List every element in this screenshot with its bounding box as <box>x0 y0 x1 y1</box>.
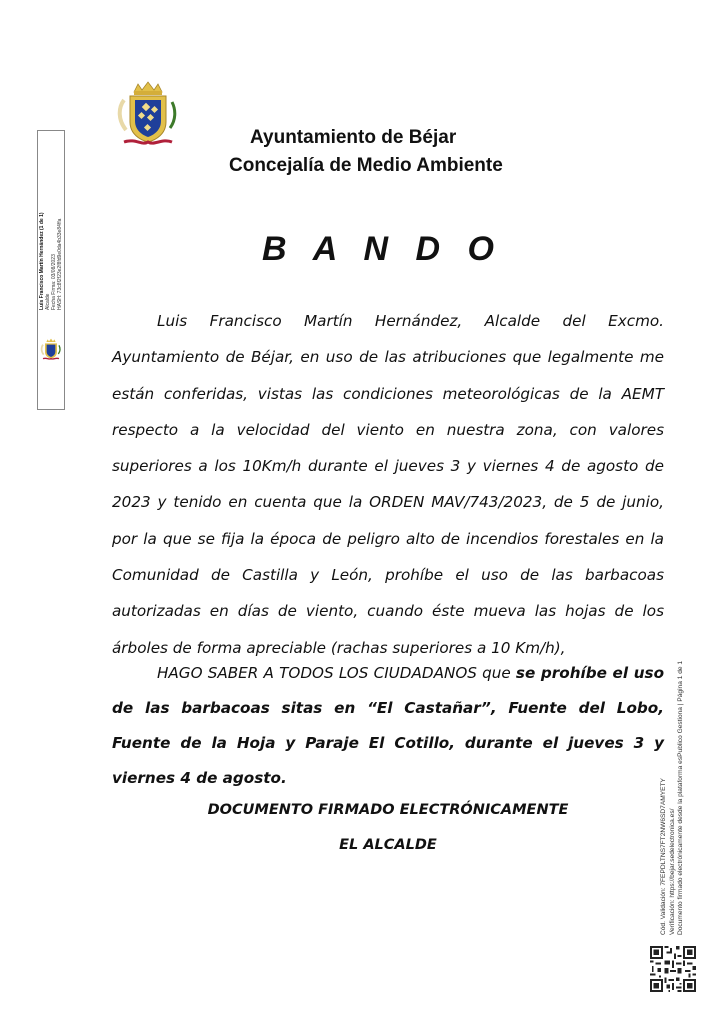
paragraph-resolution <box>112 656 664 796</box>
validation-code: Cód. Validación: 7FEPDLTNS7FT2NW6SD7AMYETY <box>660 778 667 935</box>
resolution-intro: HAGO SABER A TODOS LOS CIUDADANOS <box>157 664 477 682</box>
platform-footer: Documento firmado electrónicamente desde la plataforma esPublico Gestiona | Página 1 de 1 <box>677 660 684 935</box>
verification-details <box>660 615 686 935</box>
signer-title: EL ALCALDE <box>339 837 437 853</box>
verification-url[interactable]: Verificación: https://bejar.sedelectronica.es/ <box>668 808 676 935</box>
paragraph-considerations: Luis Francisco Martín Hernández, Alcalde del Excmo. Ayuntamiento de Béjar, en uso de las atribuciones que legalmente me están conferidas, vistas las condiciones meteorológicas de la AEMT respecto a la velocidad del viento en nuestra zona, con valores superiores a los 10Km/h durante el jueves 3 y viernes 4 de agosto de 2023 y tenido en cuenta que la ORDEN MAV/743/2023, de 5 de junio, por la que se fija la época de peligro alto de incendios forestales en la Comunidad de Castilla y León, prohíbe el uso de las barbacoas autorizadas en días de viento, cuando éste mueva las hojas de los árboles de forma apreciable (rachas superiores a 10 Km/h), <box>112 312 664 657</box>
department-name: Concejalía de Medio Ambiente <box>229 155 503 176</box>
resolution-prohibition: se prohíbe el uso de las barbacoas sitas en “El Castañar”, Fuente del Lobo, Fuente de la Hoja y Paraje El Cotillo, durante el jueves 3 y viernes 4 de agosto. <box>112 664 664 787</box>
signer-role: Alcalde <box>45 293 51 310</box>
organization-name: Ayuntamiento de Béjar <box>250 127 457 148</box>
signature-hash: HASH: 73c8f2f23e2f8fd9e0da4b33e84ffa <box>57 218 63 310</box>
signature-date: Fecha Firma: 03/08/2023 <box>51 254 57 310</box>
document-title: B A N D O <box>262 230 503 268</box>
crown <box>134 82 162 95</box>
resolution-connector: que <box>476 664 516 682</box>
small-coat-of-arms-icon <box>39 338 63 362</box>
qr-code-icon <box>650 946 696 992</box>
coat-of-arms-icon <box>112 80 184 152</box>
signature-details <box>39 210 63 310</box>
electronic-signature-note: DOCUMENTO FIRMADO ELECTRÓNICAMENTE <box>207 802 569 818</box>
signer-name: Luis Francisco Martín Hernández (1 de 1) <box>39 212 45 310</box>
